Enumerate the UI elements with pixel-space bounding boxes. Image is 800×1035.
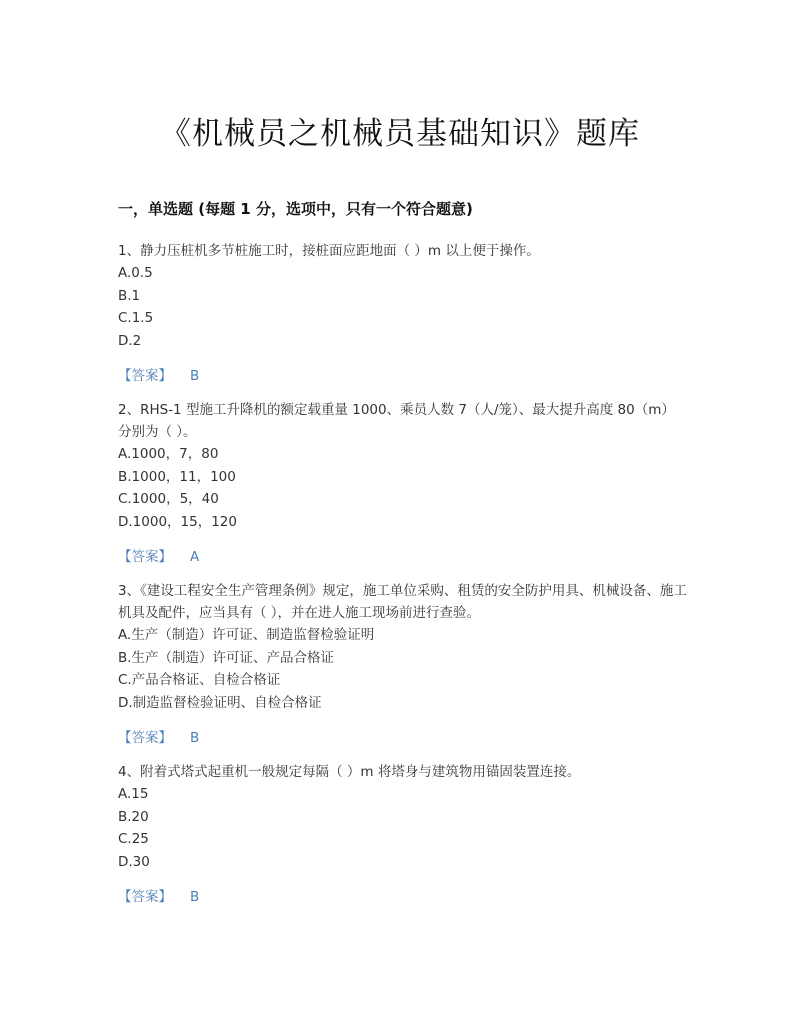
answer-line (118, 365, 688, 387)
page-title: 《机械员之机械员基础知识》题库 (160, 116, 640, 152)
option-b: B.20 (118, 808, 149, 825)
answer-label: 【答案】 (118, 730, 172, 746)
question-2 (118, 399, 688, 568)
option-a: A.生产（制造）许可证、制造监督检验证明 (118, 627, 375, 643)
answer-line (118, 727, 688, 749)
answer-label: 【答案】 (118, 889, 172, 905)
answer-value: B (190, 730, 200, 746)
section-heading: 一，单选题 (每题 1 分，选项中，只有一个符合题意) (118, 200, 473, 218)
answer-label: 【答案】 (118, 368, 172, 384)
option-d: D.制造监督检验证明、自检合格证 (118, 694, 322, 711)
option-c: C.产品合格证、自检合格证 (118, 672, 281, 688)
answer-value: B (190, 368, 200, 384)
answer-label: 【答案】 (118, 549, 172, 565)
question-3 (118, 580, 688, 749)
option-b: B.1 (118, 287, 141, 304)
question-list (118, 240, 688, 920)
option-c: C.25 (118, 831, 149, 847)
answer-value: B (190, 889, 200, 905)
option-b: B.1000，11，100 (118, 468, 236, 485)
question-text: 2、RHS-1 型施工升降机的额定载重量 1000、乘员人数 7（人/笼）、最大提升高度 80（m）分别为（ ）。 (118, 402, 675, 440)
answer-value: A (190, 549, 200, 565)
option-a: A.0.5 (118, 265, 153, 281)
answer-line (118, 886, 688, 908)
option-d: D.30 (118, 853, 150, 870)
option-d: D.1000，15，120 (118, 513, 237, 530)
option-a: A.15 (118, 786, 149, 802)
question-4 (118, 761, 688, 908)
answer-line (118, 546, 688, 568)
question-text: 1、静力压桩机多节桩施工时，接桩面应距地面（ ）m 以上便于操作。 (118, 243, 540, 259)
option-c: C.1.5 (118, 310, 154, 326)
option-d: D.2 (118, 332, 142, 349)
option-a: A.1000，7，80 (118, 446, 219, 462)
question-1 (118, 240, 688, 387)
option-c: C.1000，5，40 (118, 491, 219, 507)
question-text: 3、《建设工程安全生产管理条例》规定，施工单位采购、租赁的安全防护用具、机械设备、施工机具及配件，应当具有（ ），并在进人施工现场前进行查验。 (118, 583, 687, 621)
option-b: B.生产（制造）许可证、产品合格证 (118, 649, 335, 666)
question-text: 4、附着式塔式起重机一般规定每隔（ ）m 将塔身与建筑物用锚固装置连接。 (118, 764, 581, 780)
